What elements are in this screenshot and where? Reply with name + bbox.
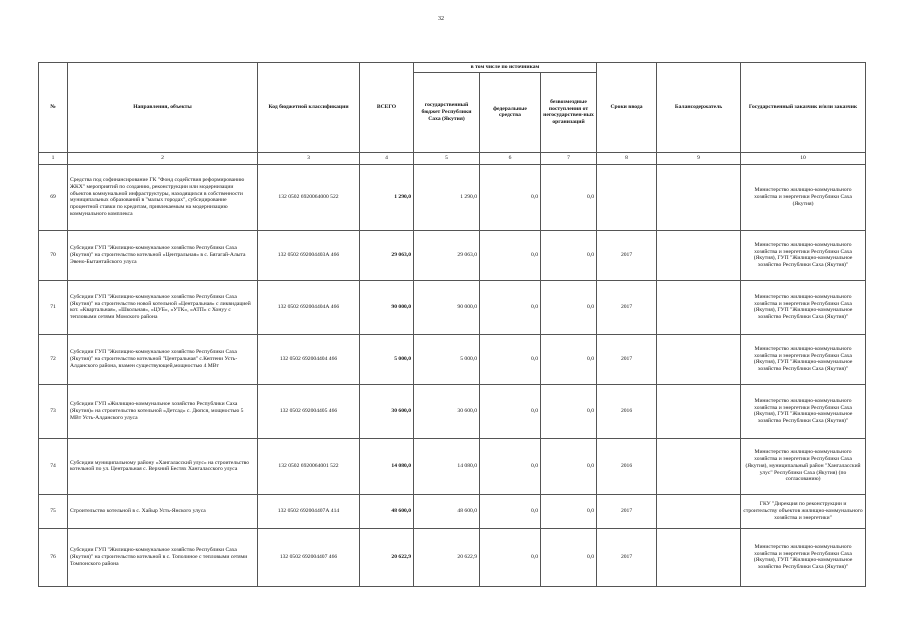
header-holder: Балансодержатель [657,63,741,153]
row-number: 69 [39,164,68,230]
column-number: 3 [258,152,360,164]
row-direction: Субсидии ГУП "Жилищно-коммунальное хозяйство Республики Саха (Якутия)" на строительство котельной «Центральная» в с. Бягагай-Алыта Эвено-Бытантайского улуса [68,230,258,280]
row-direction: Субсидии муниципальному району «Хангаласский улус» на строительство котельной по ул. Центральная с. Верхний Бестях Хангаласского улуса [68,438,258,494]
header-row-1 [39,63,866,73]
row-code: 132 0502 692004404 466 [258,334,360,384]
row-state-budget: 90 000,0 [414,280,480,334]
row-code: 132 0502 692004405 466 [258,384,360,438]
row-gratuitous: 0,0 [541,280,597,334]
table-row [39,384,866,438]
row-total: 14 080,0 [360,438,414,494]
row-customer: Министерство жилищно-коммунального хозяйства и энергетики Республики Саха (Якутия), ГУП "Жилищно-коммунальное хозяйство Республики Саха (Якутия)" [741,280,866,334]
row-federal: 0,0 [480,438,541,494]
table-row [39,438,866,494]
column-number: 5 [414,152,480,164]
column-number: 2 [68,152,258,164]
row-state-budget: 5 000,0 [414,334,480,384]
row-federal: 0,0 [480,164,541,230]
row-holder [657,384,741,438]
row-federal: 0,0 [480,230,541,280]
row-holder [657,528,741,586]
row-state-budget: 29 063,0 [414,230,480,280]
row-direction: Субсидии ГУП "Жилищно-коммунальное хозяйство Республики Саха (Якутия)" на строительство котельной "Центральная" с.Кептени Усть-Алданского района, взамен существующей,мощностью 4 МВт [68,334,258,384]
row-deadline [597,164,657,230]
header-gratuitous: безвозмездные поступления от негосударствен-ных организаций [541,72,597,152]
row-state-budget: 20 622,9 [414,528,480,586]
header-customer: Государственный заказчик и/или заказчик [741,63,866,153]
row-gratuitous: 0,0 [541,384,597,438]
row-customer: ГКУ "Дирекция по реконструкции и строительству объектов жилищно-коммунального хозяйства и энергетики" [741,494,866,528]
header-no: № [39,63,68,153]
row-gratuitous: 0,0 [541,334,597,384]
row-code: 132 0502 692004407А 414 [258,494,360,528]
table-row [39,230,866,280]
row-deadline: 2017 [597,334,657,384]
row-deadline: 2017 [597,494,657,528]
row-customer: Министерство жилищно-коммунального хозяйства и энергетики Республики Саха (Якутия), ГУП "Жилищно-коммунальное хозяйство Республики Саха (Якутия)" [741,334,866,384]
column-number: 6 [480,152,541,164]
header-total: ВСЕГО [360,63,414,153]
column-number: 10 [741,152,866,164]
row-direction: Субсидии ГУП "Жилищно-коммунальное хозяйство Республики Саха (Якутия)" на строительство котельной в с. Тополиное с тепловыми сетями Томпонского района [68,528,258,586]
row-deadline: 2017 [597,280,657,334]
row-deadline: 2016 [597,438,657,494]
row-total: 20 622,9 [360,528,414,586]
row-deadline: 2016 [597,384,657,438]
row-state-budget: 48 600,0 [414,494,480,528]
column-number: 4 [360,152,414,164]
row-total: 29 063,0 [360,230,414,280]
column-number: 8 [597,152,657,164]
row-code: 132 0502 6920064000 522 [258,164,360,230]
row-customer: Министерство жилищно-коммунального хозяйства и энергетики Республики Саха (Якутия) [741,164,866,230]
row-direction: Субсидии ГУП "Жилищно-коммунальное хозяйство Республики Саха (Якутия)" на строительство новой котельной «Центральная» с ликвидацией кот. «Квартальная», «Школьная», «ЦУБ», «УТК», «АТП» с Хонуу с тепловыми сетями Момского района [68,280,258,334]
row-deadline: 2017 [597,528,657,586]
header-state-budget: государственный бюджет Республики Саха (Якутия) [414,72,480,152]
page-number: 32 [438,16,444,22]
row-gratuitous: 0,0 [541,438,597,494]
row-customer: Министерство жилищно-коммунального хозяйства и энергетики Республики Саха (Якутия), ГУП "Жилищно-коммунальное хозяйство Республики Саха (Якутия)" [741,230,866,280]
row-state-budget: 1 290,0 [414,164,480,230]
row-number: 73 [39,384,68,438]
row-holder [657,280,741,334]
row-number: 71 [39,280,68,334]
row-code: 132 0502 692004403А 466 [258,230,360,280]
row-direction: Субсидии ГУП «Жилищно-коммунальное хозяйство Республики Саха (Якутия)» на строительство котельной «Детсад» с. Дюпся, мощностью 5 МВт Усть-Алданского улуса [68,384,258,438]
row-total: 1 290,0 [360,164,414,230]
row-holder [657,230,741,280]
column-number-row [39,152,866,164]
column-number: 9 [657,152,741,164]
row-total: 48 600,0 [360,494,414,528]
header-code: Код бюджетной классификации [258,63,360,153]
row-number: 70 [39,230,68,280]
header-sources-group: в том числе по источникам [414,63,597,73]
row-holder [657,494,741,528]
row-federal: 0,0 [480,494,541,528]
row-federal: 0,0 [480,384,541,438]
row-customer: Министерство жилищно-коммунального хозяйства и энергетики Республики Саха (Якутия), муниципальный район "Хангаласский улус" Республики Саха (Якутия) (по согласованию) [741,438,866,494]
row-direction: Средства под софинансирование ГК "Фонд содействия реформированию ЖКХ" мероприятий по созданию, реконструкции или модернизации объектов коммунальной инфраструктуры, находящихся в собственности муниципальных образований в "малых городах", субсидирование процентной ставки по кредитам, привлекаемым на модернизацию коммунального комплекса [68,164,258,230]
row-holder [657,334,741,384]
header-federal: федеральные средства [480,72,541,152]
row-customer: Министерство жилищно-коммунального хозяйства и энергетики Республики Саха (Якутия), ГУП "Жилищно-коммунальное хозяйство Республики Саха (Якутия)" [741,528,866,586]
row-number: 72 [39,334,68,384]
budget-table [38,62,866,587]
table-row [39,528,866,586]
row-customer: Министерство жилищно-коммунального хозяйства и энергетики Республики Саха (Якутия), ГУП "Жилищно-коммунальное хозяйство Республики Саха (Якутия)" [741,384,866,438]
column-number: 7 [541,152,597,164]
row-number: 74 [39,438,68,494]
row-direction: Строительство котельной в с. Хайыр Усть-Янского улуса [68,494,258,528]
row-state-budget: 30 600,0 [414,384,480,438]
table-row [39,280,866,334]
table-row [39,164,866,230]
row-gratuitous: 0,0 [541,528,597,586]
row-number: 76 [39,528,68,586]
column-number: 1 [39,152,68,164]
header-deadline: Сроки ввода [597,63,657,153]
row-holder [657,438,741,494]
row-code: 132 0502 6920064001 522 [258,438,360,494]
row-state-budget: 14 080,0 [414,438,480,494]
table-row [39,494,866,528]
row-gratuitous: 0,0 [541,164,597,230]
row-gratuitous: 0,0 [541,230,597,280]
table-row [39,334,866,384]
row-total: 30 600,0 [360,384,414,438]
row-holder [657,164,741,230]
row-number: 75 [39,494,68,528]
row-code: 132 0502 692004407 466 [258,528,360,586]
row-federal: 0,0 [480,528,541,586]
row-gratuitous: 0,0 [541,494,597,528]
header-direction: Направления, объекты [68,63,258,153]
row-federal: 0,0 [480,280,541,334]
row-federal: 0,0 [480,334,541,384]
row-total: 5 000,0 [360,334,414,384]
row-total: 90 000,0 [360,280,414,334]
row-deadline: 2017 [597,230,657,280]
row-code: 132 0502 692004404А 466 [258,280,360,334]
